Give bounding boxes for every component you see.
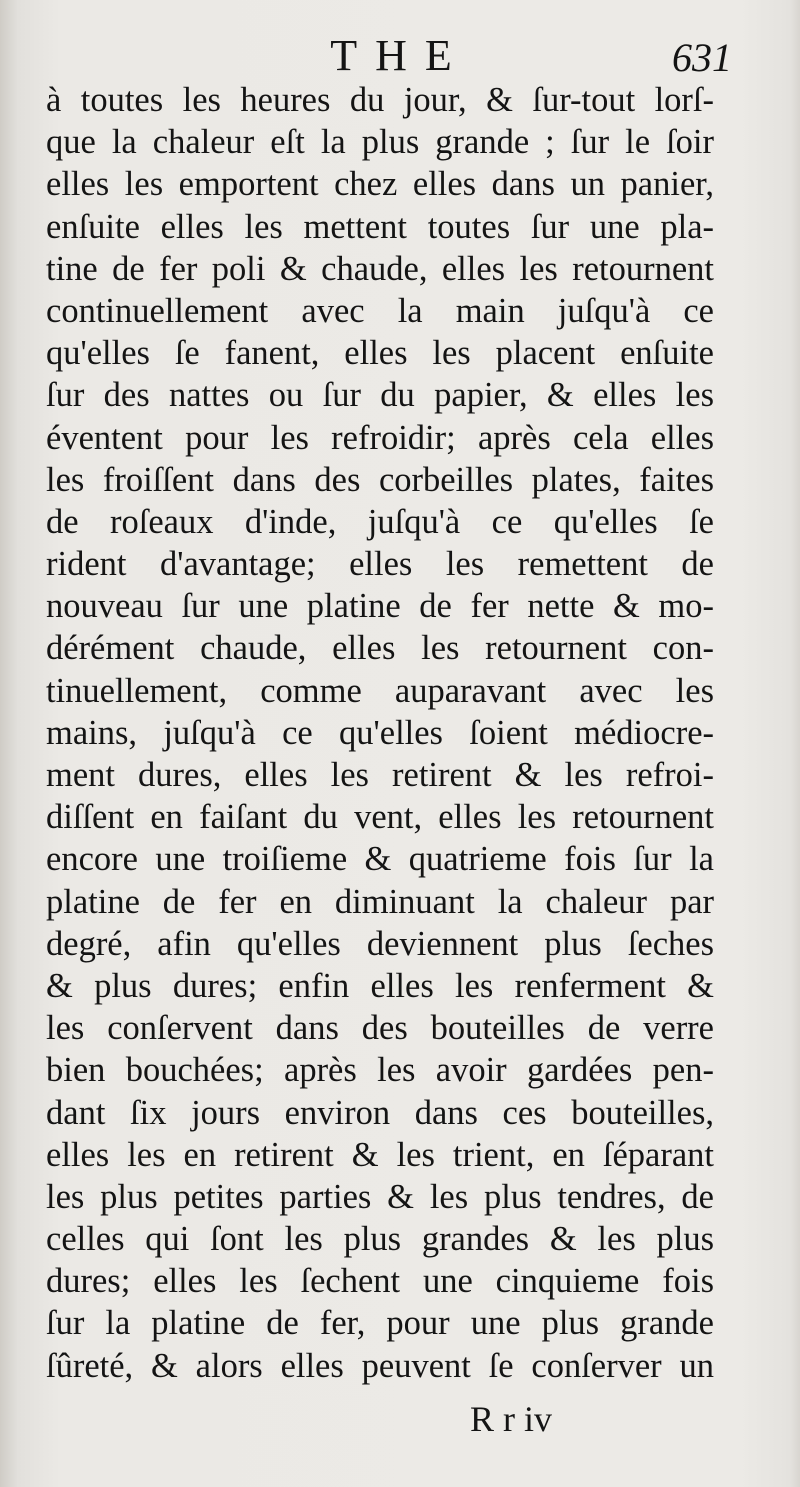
text-line: à toutes les heures du jour, & ſur-tout lorſ- (46, 81, 714, 119)
text-line: dérément chaude, elles les retournent con- (46, 629, 714, 668)
page-footer (40, 1398, 720, 1440)
signature-mark: R r iv (470, 1399, 553, 1439)
text-line: de roſeaux d'inde, juſqu'à ce qu'elles ſe (46, 502, 714, 541)
text-line: les plus petites parties & les plus tendres, de (46, 1177, 714, 1216)
text-line: continuellement avec la main juſqu'à ce (46, 291, 714, 330)
text-line: elles les emportent chez elles dans un panier, (46, 165, 714, 204)
text-line: nouveau ſur une platine de fer nette & mo- (46, 587, 714, 626)
text-line: platine de fer en diminuant la chaleur par (46, 882, 714, 921)
text-line: que la chaleur eſt la plus grande ; ſur le ſoir (46, 123, 714, 162)
text-line: dant ſix jours environ dans ces bouteilles, (46, 1093, 714, 1132)
text-line: dures; elles les ſechent une cinquieme fois (46, 1262, 714, 1301)
text-line: tine de fer poli & chaude, elles les retournent (46, 249, 714, 288)
text-line: qu'elles ſe fanent, elles les placent enſuite (46, 334, 714, 373)
text-line: enſuite elles les mettent toutes ſur une pla- (46, 207, 714, 246)
text-line: ſur des nattes ou ſur du papier, & elles les (46, 376, 714, 415)
text-line: éventent pour les refroidir; après cela elles (46, 418, 714, 457)
text-line: mains, juſqu'à ce qu'elles ſoient médiocre- (46, 713, 714, 752)
text-line: & plus dures; enfin elles les renferment & (46, 966, 714, 1005)
page-header (40, 30, 732, 80)
text-line: tinuellement, comme auparavant avec les (46, 671, 714, 710)
text-line: diſſent en faiſant du vent, elles les retournent (46, 798, 714, 837)
page-number: 631 (672, 35, 732, 80)
text-line: rident d'avantage; elles les remettent de (46, 545, 714, 584)
text-line: ſûreté, & alors elles peuvent ſe conſerver un (46, 1346, 714, 1385)
text-line: celles qui ſont les plus grandes & les plus (46, 1220, 714, 1259)
text-line: degré, afin qu'elles deviennent plus ſeches (46, 924, 714, 963)
running-head: THE (330, 31, 470, 80)
text-line: encore une troiſieme & quatrieme fois ſur la (46, 840, 714, 879)
text-line: les conſervent dans des bouteilles de verre (46, 1009, 714, 1048)
text-line: elles les en retirent & les trient, en ſéparant (46, 1135, 714, 1174)
body-text (46, 79, 714, 1387)
text-line: bien bouchées; après les avoir gardées pen- (46, 1051, 714, 1090)
text-line: ment dures, elles les retirent & les refroi- (46, 756, 714, 794)
text-line: les froiſſent dans des corbeilles plates, faites (46, 460, 714, 499)
text-line: ſur la platine de fer, pour une plus grande (46, 1304, 714, 1343)
